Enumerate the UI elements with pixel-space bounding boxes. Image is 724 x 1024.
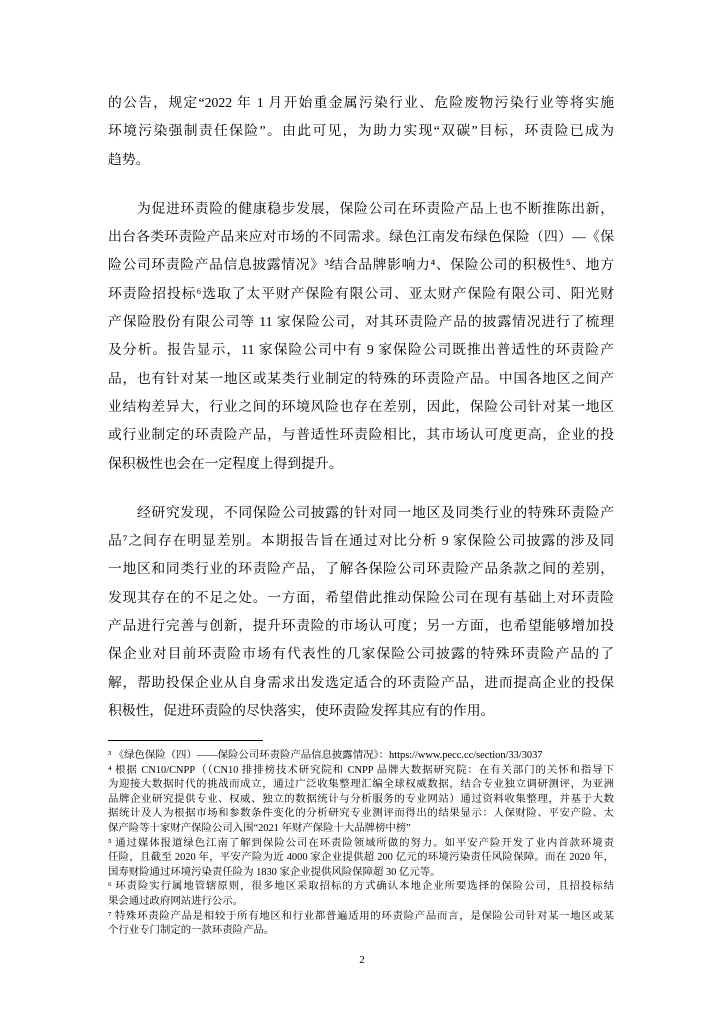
footnote-line: ³ 《绿色保险（四）——保险公司环责险产品信息披露情况》：https://www.pecc.cc/section/33/3037 [108, 750, 543, 761]
paragraph-3 [108, 499, 614, 725]
paragraph-2 [108, 195, 614, 478]
footnote-5 [108, 837, 614, 881]
body-line: 业结构差异大，行业之间的环境风险也存在差别，因此，保险公司针对某一地区 [108, 398, 614, 414]
body-line: 的公告，规定“2022 年 1 月开始重金属污染行业、危险废物污染行业等将实施 [108, 95, 614, 110]
footnote-line: 国寿财险通过环境污染责任险为 1830 家企业提供风险保障超 30 亿元等。 [108, 866, 441, 878]
body-line: 产品进行完善与创新，提升环责险的市场认可度；另一方面，也希望能够增加投 [108, 618, 614, 634]
body-line: 出台各类环责险产品来应对市场的不同需求。绿色江南发布绿色保险（四）—《保 [108, 229, 614, 245]
footnote-line: 任险，且截至 2020 年，平安产险为近 4000 家企业提供超 200 亿元的环境污染责任风险保障。而在 2020 年， [108, 852, 614, 864]
footnote-line: 据统计及人为根据市场和参数条件变化的分析研究专业测评而得出的结果显示：人保财险、平安产险、太 [108, 808, 614, 820]
page-number: 2 [359, 954, 365, 966]
footnote-line: 保产险等十家财产保险公司入围“2021 年财产保险十大品牌榜中榜” [108, 822, 411, 834]
body-line: 及分析。报告显示，11 家保险公司中有 9 家保险公司既推出普适性的环责险产 [108, 342, 614, 358]
footnote-line: ⁶ 环责险实行属地管辖原则，很多地区采取招标的方式确认本地企业所要选择的保险公司，且招投标结 [108, 881, 614, 893]
body-line: 趋势。 [108, 151, 150, 167]
body-line: 环责险招投标⁶选取了太平财产保险有限公司、亚太财产保险有限公司、阳光财 [108, 285, 614, 301]
body-line: 解，帮助投保企业从自身需求出发选定适合的环责险产品，进而提高企业的投保 [108, 674, 614, 690]
body-line: 或行业制定的环责险产品，与普适性环责险相比，其市场认可度更高，企业的投 [108, 427, 614, 443]
footnote-6 [108, 880, 614, 909]
body-line: 发现其存在的不足之处。一方面，希望借此推动保险公司在现有基础上对环责险 [108, 589, 614, 605]
body-line: 品，也有针对某一地区或某类行业制定的特殊的环责险产品。中国各地区之间产 [108, 370, 614, 386]
body-line: 一地区和同类行业的环责险产品，了解各保险公司环责险产品条款之间的差别， [108, 561, 614, 577]
body-line: 品⁷之间存在明显差别。本期报告旨在通过对比分析 9 家保险公司披露的涉及同 [108, 533, 614, 549]
body-line: 为促进环责险的健康稳步发展，保险公司在环责险产品上也不断推陈出新， [137, 200, 614, 216]
footnote-3 [108, 749, 614, 764]
body-line: 经研究发现，不同保险公司披露的针对同一地区及同类行业的特殊环责险产 [137, 504, 614, 520]
footnote-4 [108, 764, 614, 837]
body-line: 险公司环责险产品信息披露情况》³结合品牌影响力⁴、保险公司的积极性⁵、地方 [108, 257, 614, 273]
body-line: 产保险股份有限公司等 11 家保险公司，对其环责险产品的披露情况进行了梳理 [108, 314, 614, 330]
body-text [108, 89, 614, 725]
footnote-line: ⁵ 通过媒体报道绿色江南了解到保险公司在环责险领域所做的努力。如平安产险开发了业内首款环境责 [108, 837, 614, 849]
footnote-line: 为迎接大数据时代的挑战而成立，通过广泛收集整理汇编全球权威数据，结合专业独立调研测评，为亚洲 [108, 779, 614, 791]
paragraph-1 [108, 89, 614, 174]
footnote-line: 果会通过政府网站进行公示。 [108, 895, 244, 907]
body-line: 保积极性也会在一定程度上得到提升。 [108, 455, 343, 471]
footnote-separator [108, 740, 263, 741]
footnote-line: 品牌企业研究提供专业、权威、独立的数据统计与分析服务的专业网站）通过资料收集整理，并基于大数 [108, 793, 614, 805]
body-line: 保企业对目前环责险市场有代表性的几家保险公司披露的特殊环责险产品的了 [108, 646, 614, 662]
body-line: 积极性，促进环责险的尽快落实，使环责险发挥其应有的作用。 [108, 702, 495, 718]
footnote-line: 个行业专门制定的一款环责险产品。 [108, 925, 275, 937]
footnote-line: ⁴ 根据 CN10/CNPP（（CN10 排排榜技术研究院和 CNPP 品牌大数据研究院：在有关部门的关怀和指导下 [108, 764, 614, 776]
footnotes [108, 749, 614, 939]
body-line: 环境污染强制责任保险”。由此可见，为助力实现“双碳”目标，环责险已成为 [108, 123, 614, 139]
footnote-7 [108, 910, 614, 939]
footnote-line: ⁷ 特殊环责险产品是相较于所有地区和行业都普遍适用的环责险产品而言，是保险公司针对某一地区或某 [108, 910, 614, 922]
